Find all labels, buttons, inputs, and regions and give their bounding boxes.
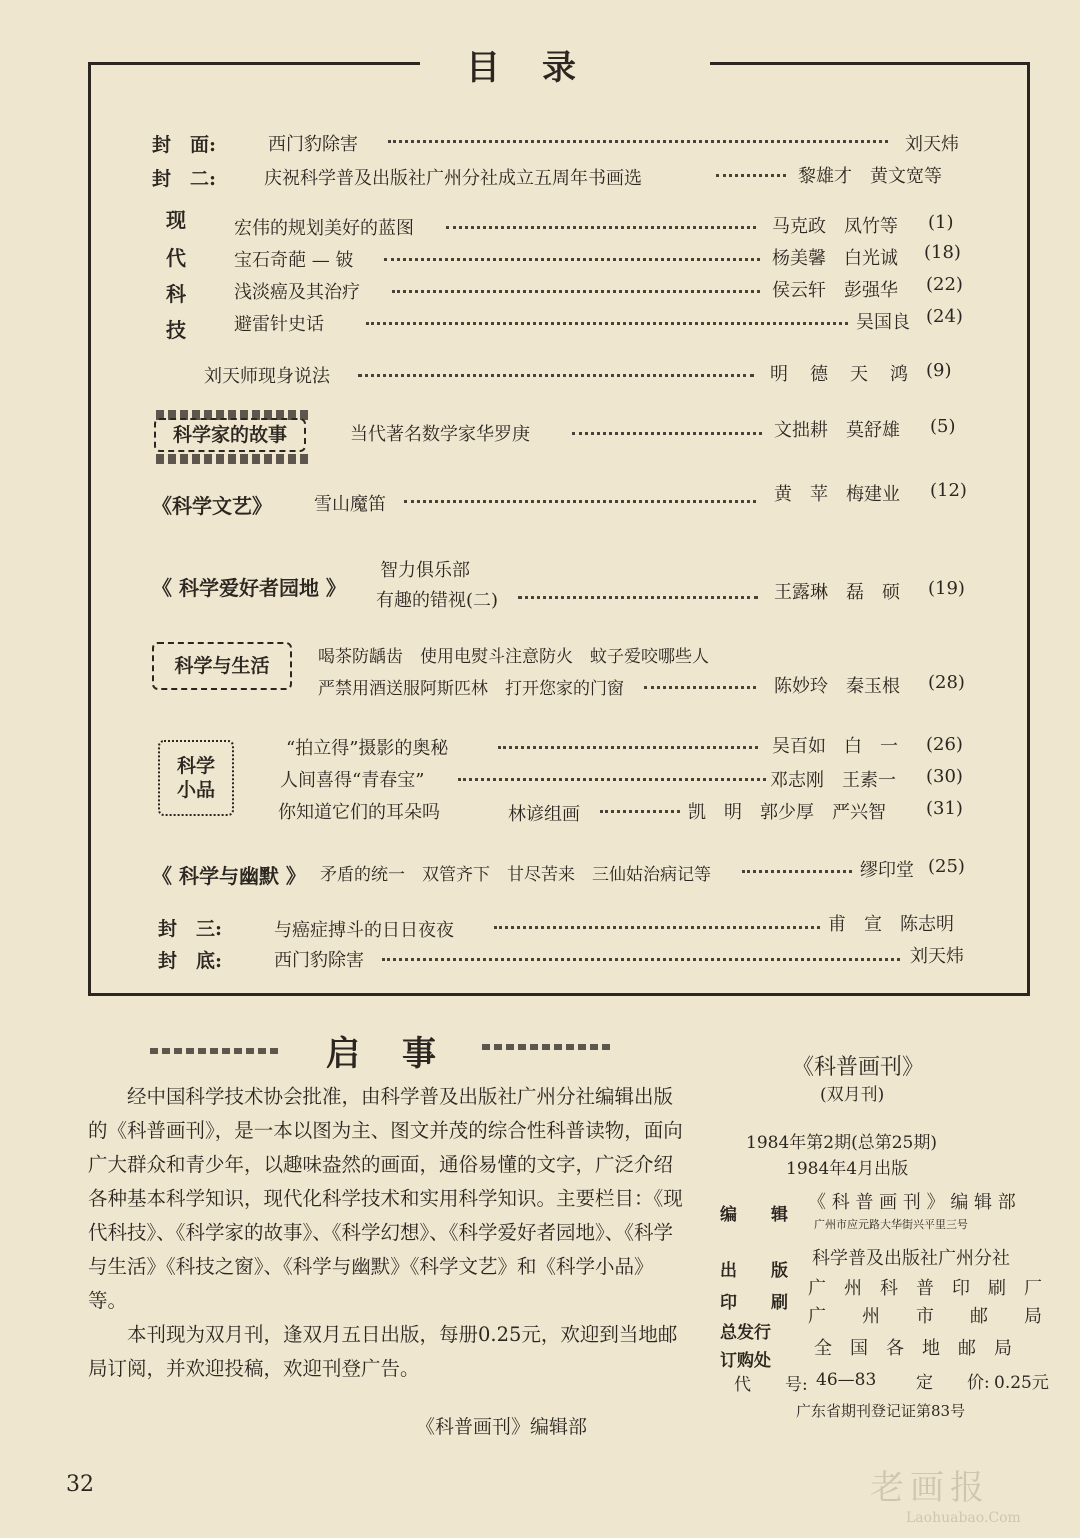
modern-item-2-title: 宝石奇葩 — 铍: [234, 250, 354, 271]
hobby-title-2: 有趣的错视(二): [376, 590, 499, 611]
info-code: 46—83: [816, 1370, 877, 1390]
info-editor: 《 科 普 画 刊 》 编 辑 部: [808, 1192, 1016, 1213]
cover2-author: 黎雄才 黄文宽等: [798, 166, 942, 187]
info-order: 全 国 各 地 邮 局: [814, 1338, 1012, 1359]
info-magazine: 《科普画刊》: [792, 1055, 925, 1080]
info-registration: 广东省期刊登记证第83号: [796, 1402, 966, 1420]
scientist-label: 科学家的故事: [154, 418, 306, 452]
info-frequency: (双月刊): [820, 1085, 885, 1105]
notice-paragraph-2: 本刊现为双月刊，逢双月五日出版，每册0.25元，欢迎到当地邮局订阅，并欢迎投稿，欢迎刊登广告。: [88, 1323, 678, 1380]
scientist-page: (5): [930, 416, 956, 437]
humor-page: (25): [928, 856, 965, 877]
liu-author: 明 德 天 鸿: [770, 364, 910, 385]
sketch-item-1-title: “拍立得”摄影的奥秘: [286, 738, 449, 759]
life-line-1: 喝茶防龋齿 使用电熨斗注意防火 蚊子爱咬哪些人: [318, 647, 709, 667]
cover-author: 刘天炜: [905, 134, 959, 155]
hobby-title-1: 智力俱乐部: [380, 560, 470, 581]
cover2-title: 庆祝科学普及出版社广州分社成立五周年书画选: [264, 168, 642, 189]
back-author: 刘天炜: [910, 946, 964, 967]
sketch-item-2-author: 邓志刚 王素一: [770, 770, 896, 791]
cover-title: 西门豹除害: [268, 134, 358, 155]
notice-body: [88, 1080, 688, 1386]
scientist-title: 当代著名数学家华罗庚: [350, 424, 530, 445]
modern-label-4: 技: [166, 318, 186, 342]
back-label: 封 底:: [158, 950, 223, 972]
notice-title: 启 事: [326, 1034, 440, 1074]
back-title: 西门豹除害: [274, 950, 364, 971]
scientist-author: 文拙耕 莫舒雄: [774, 420, 900, 441]
toc-title: 目 录: [466, 48, 580, 88]
liu-title: 刘天师现身说法: [204, 366, 330, 387]
sketch-item-2-page: (30): [926, 766, 963, 787]
watermark-logo: 老画报: [870, 1468, 990, 1508]
literature-author: 黄 苹 梅建业: [774, 484, 900, 505]
cover3-title: 与癌症搏斗的日日夜夜: [274, 920, 454, 941]
cover2-label: 封 二:: [152, 168, 217, 190]
notice-paragraph-1: 经中国科学技术协会批准，由科学普及出版社广州分社编辑出版的《科普画刊》，是一本以图为主、图文并茂的综合性科普读物，面向广大群众和青少年，以趣味盎然的画面，通俗易懂的文字，广泛介绍各种基本科学知识，现代化科学技术和实用科学知识。主要栏目：《现代科技》、《科学家的故事》、《科学幻想》、《科学爱好者园地》、《科学与生活》《科技之窗》、《科学与幽默》《科学文艺》和《科学小品》等。: [88, 1085, 683, 1312]
sketch-item-3-extra: 林谚组画: [508, 804, 580, 825]
info-editor-label: 编 辑: [720, 1205, 788, 1225]
sketch-item-3-author: 凯 明 郭少厚 严兴智: [688, 802, 886, 823]
info-printer: 广 州 科 普 印 刷 厂: [808, 1278, 1042, 1299]
sketch-label-1: 科学: [176, 755, 215, 777]
info-order-label: 订购处: [720, 1351, 771, 1371]
life-label: 科学与生活: [152, 642, 292, 690]
sketch-label-box: [158, 740, 234, 816]
sketch-item-3-title: 你知道它们的耳朵吗: [278, 802, 440, 823]
life-author: 陈妙玲 秦玉根: [774, 676, 900, 697]
sketch-item-1-author: 吴百如 白 一: [772, 736, 898, 757]
cover-label: 封 面:: [152, 134, 217, 156]
literature-label: 《科学文艺》: [152, 494, 272, 518]
info-address: 广州市应元路大华街兴平里三号: [814, 1218, 968, 1231]
info-publisher-label: 出 版: [720, 1261, 788, 1281]
modern-item-3-page: (22): [926, 274, 963, 295]
sketch-item-2-title: 人间喜得“青春宝”: [280, 770, 425, 791]
cover3-author: 甫 宣 陈志明: [828, 914, 954, 935]
modern-label-1: 现: [166, 208, 186, 232]
life-page: (28): [928, 672, 965, 693]
modern-label-2: 代: [166, 246, 186, 270]
liu-page: (9): [926, 360, 952, 381]
hobby-page: (19): [928, 578, 965, 599]
literature-title: 雪山魔笛: [314, 494, 386, 515]
watermark-url: Laohuabao.Com: [906, 1510, 1021, 1526]
info-publisher: 科学普及出版社广州分社: [812, 1248, 1010, 1269]
info-date: 1984年4月出版: [786, 1159, 909, 1179]
modern-item-1-author: 马克政 凤竹等: [772, 216, 898, 237]
info-price: 0.25元: [994, 1373, 1049, 1393]
humor-label: 《 科学与幽默 》: [152, 864, 306, 888]
modern-item-2-page: (18): [924, 242, 961, 263]
info-distributor: 广 州 市 邮 局: [808, 1306, 1042, 1327]
modern-item-1-title: 宏伟的规划美好的蓝图: [234, 218, 414, 239]
cover3-label: 封 三:: [158, 918, 223, 940]
modern-item-4-title: 避雷针史话: [234, 314, 324, 335]
hobby-label: 《 科学爱好者园地 》: [152, 576, 346, 600]
modern-item-3-author: 侯云轩 彭强华: [772, 280, 898, 301]
info-issue: 1984年第2期(总第25期): [746, 1133, 937, 1153]
modern-item-4-author: 吴国良: [856, 312, 910, 333]
modern-item-3-title: 浅淡癌及其治疗: [234, 282, 360, 303]
life-line-2: 严禁用酒送服阿斯匹林 打开您家的门窗: [318, 679, 624, 699]
humor-author: 缪印堂: [860, 860, 914, 881]
info-price-label: 定 价:: [916, 1373, 990, 1393]
info-printer-label: 印 刷: [720, 1293, 788, 1313]
modern-item-1-page: (1): [928, 212, 954, 233]
hobby-author: 王露琳 磊 硕: [774, 582, 900, 603]
info-code-label: 代 号:: [734, 1375, 808, 1395]
literature-page: (12): [930, 480, 967, 501]
sketch-item-1-page: (26): [926, 734, 963, 755]
sketch-item-3-page: (31): [926, 798, 963, 819]
notice-signature: 《科普画刊》编辑部: [416, 1416, 588, 1438]
page-number: 32: [66, 1472, 94, 1497]
modern-label-3: 科: [166, 282, 186, 306]
modern-item-4-page: (24): [926, 306, 963, 327]
sketch-label-2: 小品: [176, 779, 215, 801]
modern-item-2-author: 杨美馨 白光诚: [772, 248, 898, 269]
info-distributor-label: 总发行: [720, 1323, 771, 1343]
humor-title: 矛盾的统一 双管齐下 甘尽苦来 三仙姑治病记等: [320, 865, 711, 885]
